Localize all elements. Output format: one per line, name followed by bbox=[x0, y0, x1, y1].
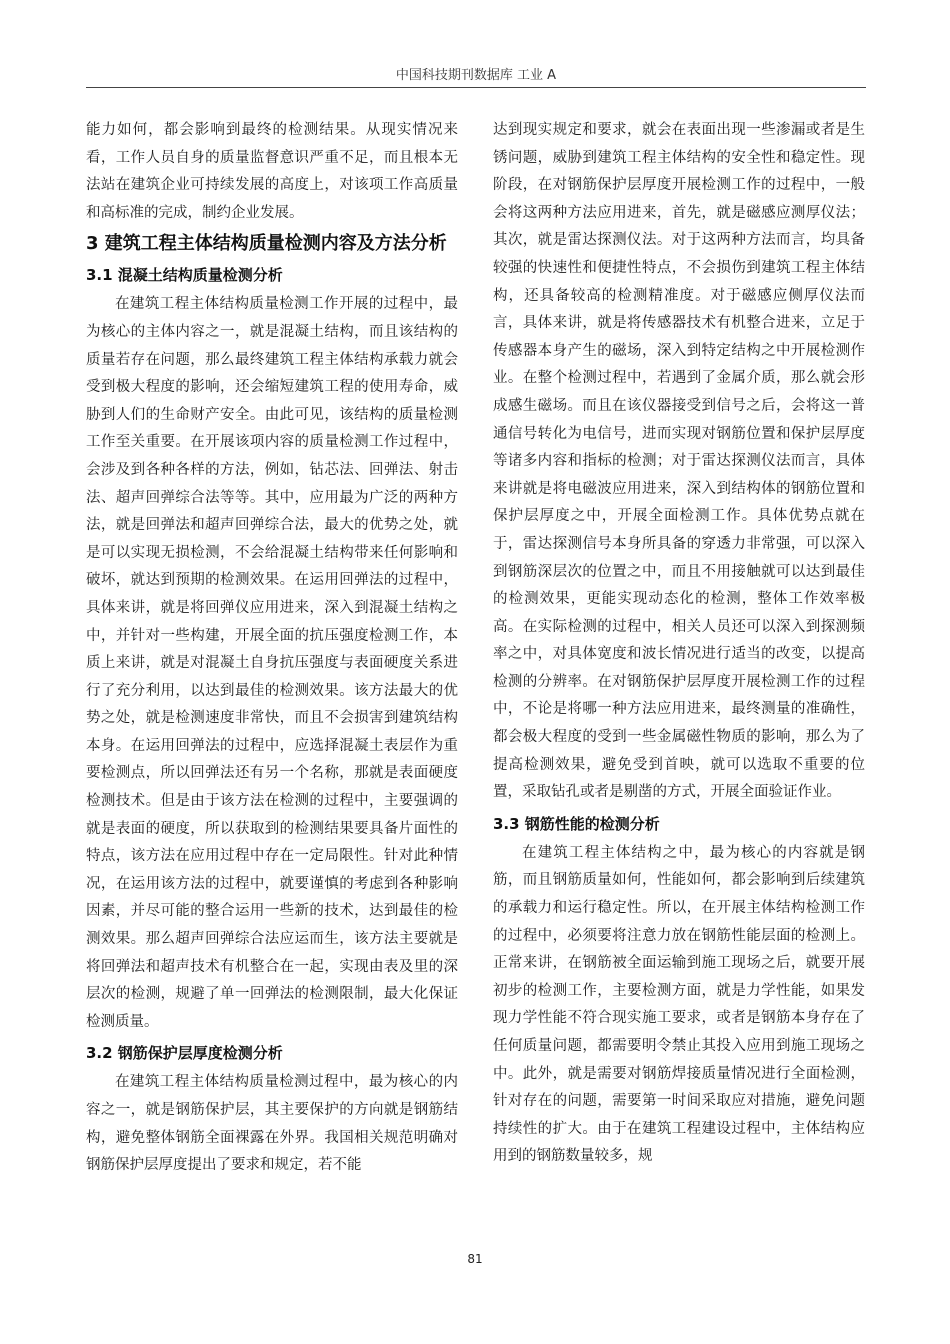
section-3-3-heading: 3.3 钢筋性能的检测分析 bbox=[493, 814, 660, 833]
paragraph-concrete-testing: 在建筑工程主体结构质量检测工作开展的过程中，最为核心的主体内容之一，就是混凝土结构，而且该结构的质量若存在问题，那么最终建筑工程主体结构承载力就会受到极大程度的影响，还会缩短建筑工程的使用寿命，威胁到人们的生命财产安全。由此可见，该结构的质量检测工作至关重要。在开展该项内容的质量检测工作过程中，会涉及到各种各样的方法，例如，钻芯法、回弹法、射击法、超声回弹综合法等等。其中，应用最为广泛的两种方法，就是回弹法和超声回弹综合法，最大的优势之处，就是可以实现无损检测，不会给混凝土结构带来任何影响和破坏，就达到预期的检测效果。在运用回弹法的过程中，具体来讲，就是将回弹仪应用进来，深入到混凝土结构之中，并针对一些构建，开展全面的抗压强度检测工作，本质上来讲，就是对混凝土自身抗压强度与表面硬度关系进行了充分利用，以达到最佳的检测效果。该方法最大的优势之处，就是检测速度非常快，而且不会损害到建筑结构本身。在运用回弹法的过程中，应选择混凝土表层作为重要检测点，所以回弹法还有另一个名称，那就是表面硬度检测技术。但是由于该方法在检测的过程中，主要强调的就是表面的硬度，所以获取到的检测结果要具备片面性的特点，该方法在应用过程中存在一定局限性。针对此种情况，在运用该方法的过程中，就要谨慎的考虑到各种影响因素，并尽可能的整合运用一些新的技术，达到最佳的检测效果。那么超声回弹综合法应运而生，该方法主要就是将回弹法和超声技术有机整合在一起，实现由表及里的深层次的检测，规避了单一回弹法的检测限制，最大化保证检测质量。 bbox=[86, 296, 458, 1030]
right-column bbox=[493, 117, 865, 1171]
section-3-1-heading: 3.1 混凝土结构质量检测分析 bbox=[86, 266, 283, 285]
paragraph-cover-thickness-continued: 达到现实规定和要求，就会在表面出现一些渗漏或者是生锈问题，威胁到建筑工程主体结构的安全性和稳定性。现阶段，在对钢筋保护层厚度开展检测工作的过程中，一般会将这两种方法应用进来，首先，就是磁感应测厚仪法；其次，就是雷达探测仪法。对于这两种方法而言，均具备较强的快速性和便捷性特点，不会损伤到建筑工程主体结构，还具备较高的检测精准度。对于磁感应侧厚仪法而言，具体来讲，就是将传感器技术有机整合进来，立足于传感器本身产生的磁场，深入到特定结构之中开展检测作业。在整个检测过程中，若遇到了金属介质，那么就会形成感生磁场。而且在该仪器接受到信号之后，会将这一普通信号转化为电信号，进而实现对钢筋位置和保护层厚度等诸多内容和指标的检测；对于雷达探测仪法而言，具体来讲就是将电磁波应用进来，深入到结构体的钢筋位置和保护层厚度之中，开展全面检测工作。具体优势点就在于，雷达探测信号本身所具备的穿透力非常强，可以深入到钢筋深层次的位置之中，而且不用接触就可以达到最佳的检测效果，更能实现动态化的检测，整体工作效率极高。在实际检测的过程中，相关人员还可以深入到探测频率之中，对具体宽度和波长情况进行适当的改变，以提高检测的分辨率。在对钢筋保护层厚度开展检测工作的过程中，不论是将哪一种方法应用进来，最终测量的准确性，都会极大程度的受到一些金属磁性物质的影响，那么为了提高检测效果，避免受到首映，就可以选取不重要的位置，采取钻孔或者是剔凿的方式，开展全面验证作业。 bbox=[493, 122, 865, 801]
page-number: 81 bbox=[467, 1252, 483, 1266]
paragraph-continuation: 能力如何，都会影响到最终的检测结果。从现实情况来看，工作人员自身的质量监督意识严重不足，而且根本无法站在建筑企业可持续发展的高度上，对该项工作高质量和高标准的完成，制约企业发展。 bbox=[86, 122, 458, 221]
journal-header: 中国科技期刊数据库 工业 A bbox=[395, 68, 557, 83]
paragraph-cover-thickness: 在建筑工程主体结构质量检测过程中，最为核心的内容之一，就是钢筋保护层，其主要保护的方向就是钢筋结构，避免整体钢筋全面裸露在外界。我国相关规范明确对钢筋保护层厚度提出了要求和规定，若不能 bbox=[86, 1074, 458, 1174]
section-3-heading: 3 建筑工程主体结构质量检测内容及方法分析 bbox=[86, 233, 447, 255]
section-3-2-heading: 3.2 钢筋保护层厚度检测分析 bbox=[86, 1044, 283, 1063]
header-rule bbox=[86, 87, 866, 88]
left-column bbox=[86, 117, 458, 1180]
paragraph-rebar-performance: 在建筑工程主体结构之中，最为核心的内容就是钢筋，而且钢筋质量如何，性能如何，都会影响到后续建筑的承载力和运行稳定性。所以，在开展主体结构检测工作的过程中，必须要将注意力放在钢筋性能层面的检测上。正常来讲，在钢筋被全面运输到施工现场之后，就要开展初步的检测工作，主要检测方面，就是力学性能，如果发现力学性能不符合现实施工要求，或者是钢筋本身存在了任何质量问题，都需要明令禁止其投入应用到施工现场之中。此外，就是需要对钢筋焊接质量情况进行全面检测，针对存在的问题，需要第一时间采取应对措施，避免问题持续性的扩大。由于在建筑工程建设过程中，主体结构应用到的钢筋数量较多，规 bbox=[493, 844, 865, 1165]
